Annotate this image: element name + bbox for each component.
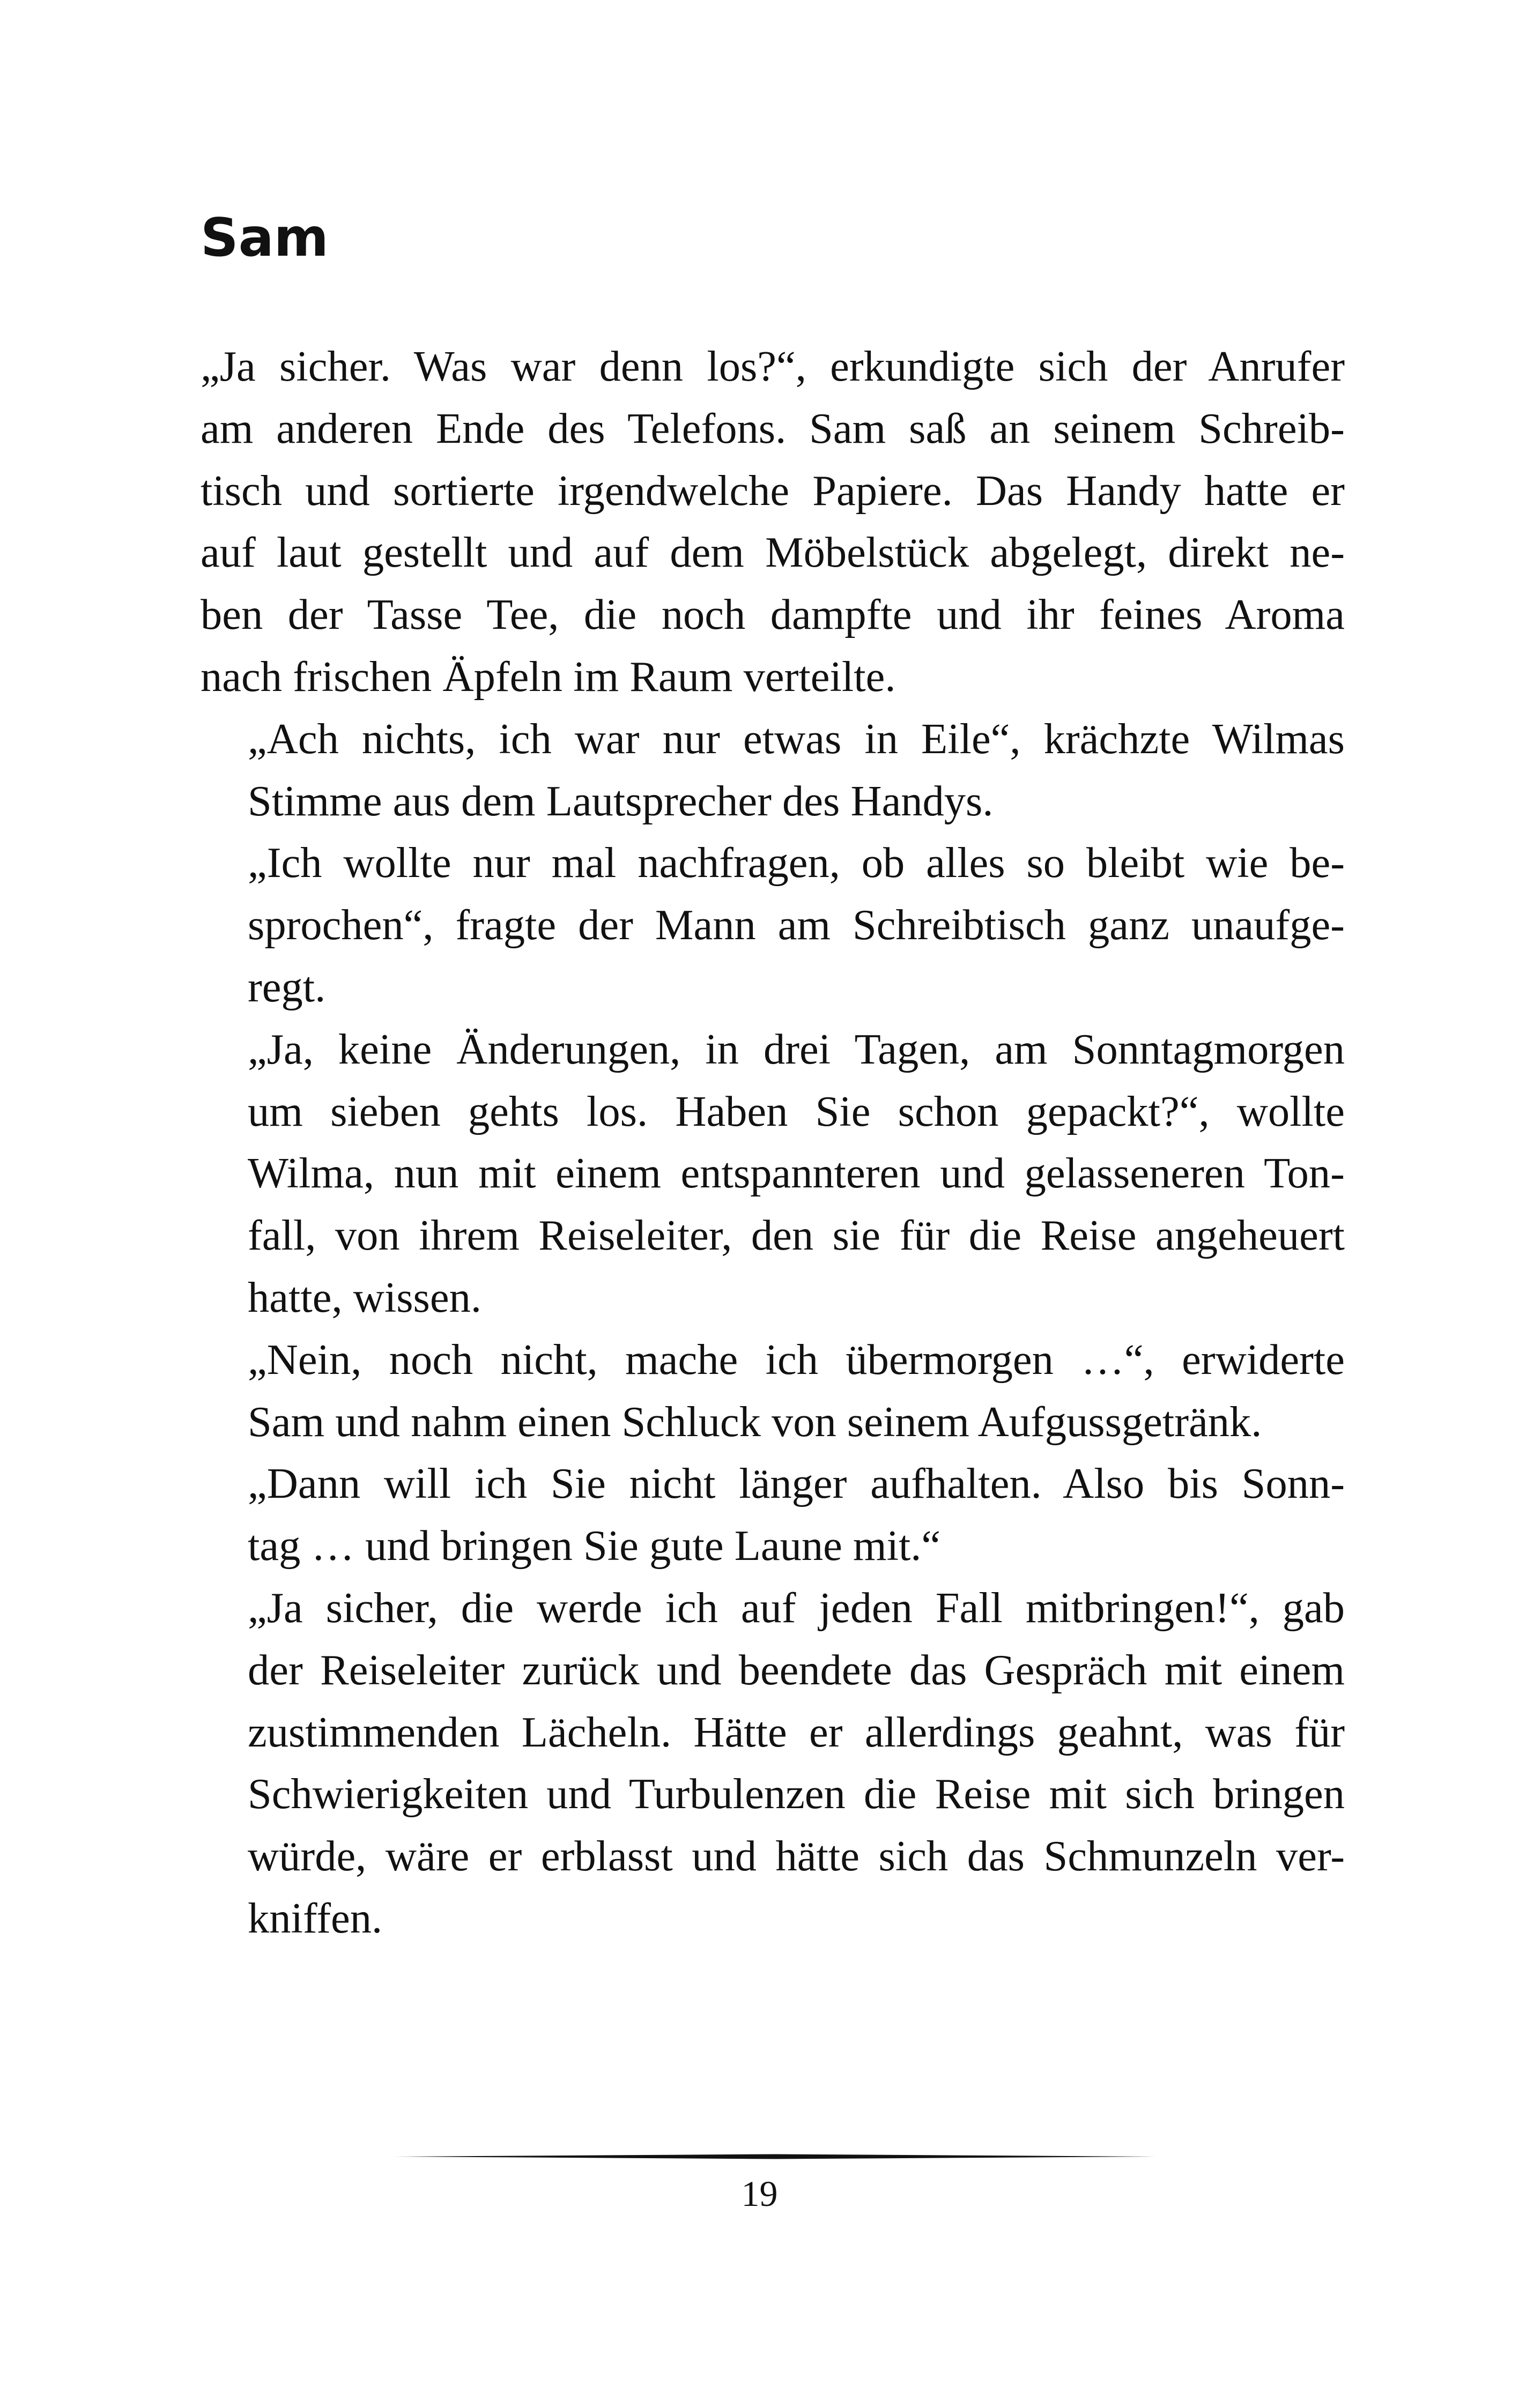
text-line: der Reiseleiter zurück und beendete das Gespräch mit einem xyxy=(248,1646,1345,1694)
paragraph xyxy=(201,336,1345,708)
text-line: Stimme aus dem Lautsprecher des Handys. xyxy=(248,777,994,825)
text-line: ben der Tasse Tee, die noch dampfte und ihr feines Aroma xyxy=(201,591,1345,639)
text-line: auf laut gestellt und auf dem Möbelstück abgelegt, direkt ne- xyxy=(201,529,1345,577)
paragraph xyxy=(201,1453,1345,1577)
text-line: sprochen“, fragte der Mann am Schreibtisch ganz unaufge- xyxy=(248,901,1345,949)
text-line: hatte, wissen. xyxy=(248,1273,481,1321)
text-line: „Ach nichts, ich war nur etwas in Eile“, krächzte Wilmas xyxy=(248,715,1345,763)
text-line: „Ja, keine Änderungen, in drei Tagen, am Sonntagmorgen xyxy=(248,1025,1345,1073)
text-line: „Nein, noch nicht, mache ich übermorgen …“, erwiderte xyxy=(248,1335,1345,1384)
text-line: kniffen. xyxy=(248,1894,383,1942)
paragraph xyxy=(201,1019,1345,1329)
text-line: fall, von ihrem Reiseleiter, den sie für die Reise angeheuert xyxy=(248,1212,1345,1260)
text-line: um sieben gehts los. Haben Sie schon gepackt?“, wollte xyxy=(248,1087,1345,1135)
text-line: Schwierigkeiten und Turbulenzen die Reise mit sich bringen xyxy=(248,1770,1345,1818)
text-line: regt. xyxy=(248,963,326,1011)
text-line: Sam und nahm einen Schluck von seinem Aufgussgetränk. xyxy=(248,1398,1262,1446)
paragraph xyxy=(201,832,1345,1018)
chapter-title: Sam xyxy=(201,207,329,269)
paragraph xyxy=(201,1329,1345,1453)
chapter-body xyxy=(201,336,1345,1950)
text-line: zustimmenden Lächeln. Hätte er allerdings geahnt, was für xyxy=(248,1708,1345,1756)
text-line: Wilma, nun mit einem entspannteren und gelasseneren Ton- xyxy=(248,1149,1345,1198)
paragraph xyxy=(201,708,1345,833)
text-line: tag … und bringen Sie gute Laune mit.“ xyxy=(248,1522,941,1570)
text-line: „Ich wollte nur mal nachfragen, ob alles so bleibt wie be- xyxy=(248,839,1345,887)
page-number: 19 xyxy=(741,2173,778,2214)
paragraph xyxy=(201,1577,1345,1950)
text-line: „Dann will ich Sie nicht länger aufhalten. Also bis Sonn- xyxy=(248,1460,1345,1508)
text-line: am anderen Ende des Telefons. Sam saß an seinem Schreib- xyxy=(201,404,1345,452)
text-line: nach frischen Äpfeln im Raum verteilte. xyxy=(201,652,896,701)
text-line: tisch und sortierte irgendwelche Papiere. Das Handy hatte er xyxy=(201,466,1345,515)
text-line: würde, wäre er erblasst und hätte sich das Schmunzeln ver- xyxy=(248,1832,1345,1881)
footer-divider xyxy=(394,2154,1155,2159)
text-line: „Ja sicher. Was war denn los?“, erkundigte sich der Anrufer xyxy=(201,343,1345,390)
text-line: „Ja sicher, die werde ich auf jeden Fall mitbringen!“, gab xyxy=(248,1584,1345,1632)
